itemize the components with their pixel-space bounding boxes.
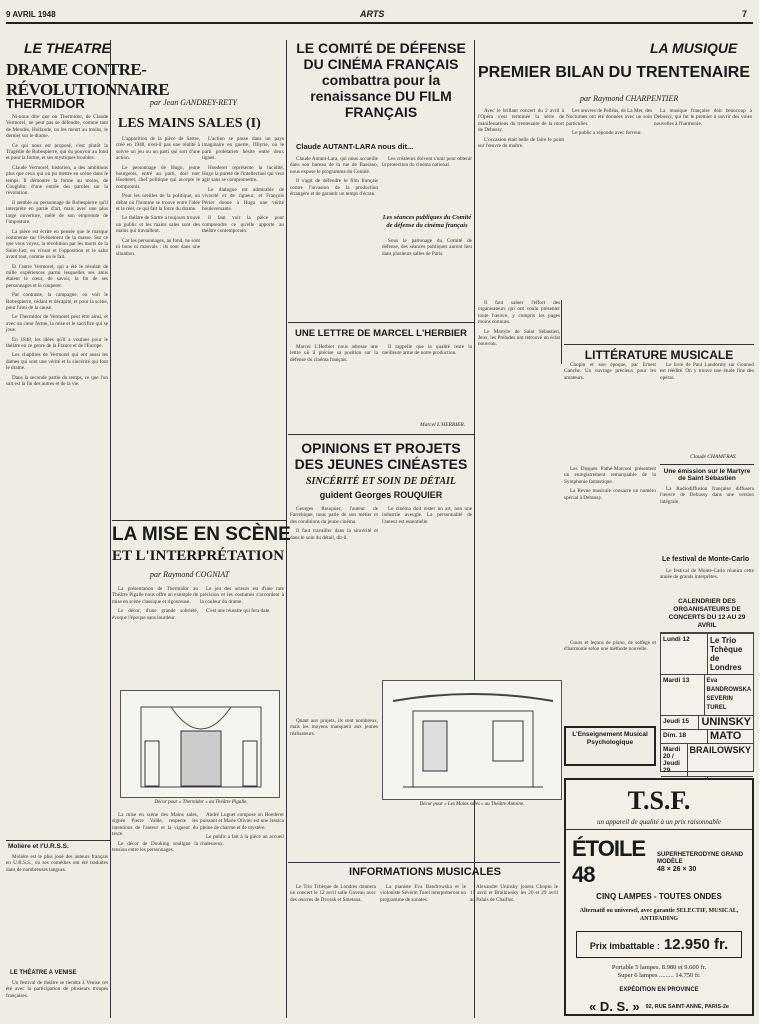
article-column: Les Disques Pathé-Marconi présentent un enregistrement remarquable de la Symphonie fantastique. La Revue musicale consacre un numéro spécial à Debussy.: [564, 466, 656, 501]
article-column: La Radiodiffusion française diffusera l'œuvre de Debussy dans une version intégrale.: [660, 486, 754, 505]
byline-autant-lara: Claude AUTANT-LARA nous dit...: [296, 142, 414, 151]
calendar-event: Le Trio Tchèque de Londres: [710, 636, 743, 672]
byline-cogniat: par Raymond COGNIAT: [150, 570, 230, 579]
headline-interpretation: ET L'INTERPRÉTATION: [112, 548, 285, 564]
column-rule: [561, 300, 562, 364]
herbier-sign: Marcel L'HERBIER.: [420, 422, 466, 428]
article-column: Sous le patronage du Comité de défense, des séances publiques auront lieu dans plusieurs salles de Paris.: [382, 238, 472, 257]
tsf-shipping: EXPÉDITION EN PROVINCE: [619, 987, 699, 993]
headline-comite: LE COMITÉ DE DÉFENSE DU CINÉMA FRANÇAIS combattra pour la renaissance DU FILM FRANÇAIS: [296, 40, 466, 120]
tsf-price-box: [576, 931, 742, 958]
calendar-day: Mardi 13: [661, 675, 705, 715]
calendar-event: Eva BANDROWSKA SEVERIN TUREL: [706, 678, 751, 711]
page-number: 7: [742, 9, 748, 19]
calendar-row: [661, 674, 753, 715]
sketch-thermidor: [120, 690, 280, 798]
article-column: Georges Rouquier, l'auteur de Farrebique, nous parle de son métier et des conditions du jeune cinéma. Il faut travailler dans la sincérité et dans le soin du détail, dit-il.: [290, 506, 378, 541]
headline-drame: DRAME CONTRE-RÉVOLUTIONNAIRE: [6, 60, 170, 99]
section-theatre: LE THEATRE: [24, 40, 111, 56]
stage-drawing: [383, 681, 563, 801]
caption-mains-sales: Décor pour « Les Mains sales » au Théâtre Antoine.: [419, 802, 525, 807]
headline-mise: LA MISE EN SCÈNE: [112, 524, 291, 545]
play-title: THERMIDOR: [6, 96, 85, 111]
sketch-mains-sales: [382, 680, 562, 800]
headline-herbier: UNE LETTRE DE MARCEL L'HERBIER: [294, 328, 468, 339]
calendar-day: Dim. 18: [661, 730, 708, 743]
article-column: L'action se passe dans un pays imaginaire en guerre, l'Illyrie, où le parti prolétarien hésite entre deux lignes. Hoederer représente la lucidité, Hugo la pureté de l'intellectuel qui veut agir sans se compromettre. Le dialogue est admirable de vivacité et de rigueur, et François Périer donne à Hugo une vérité bouleversante. Il faut voir la pièce pour comprendre ce qu'elle apporte au théâtre contemporain.: [202, 136, 284, 235]
calendar-day: Mardi 20 / Jeudi 29: [661, 744, 688, 776]
tsf-tagline: un appareil de qualité à un prix raisonnable: [566, 818, 752, 830]
calendrier-title: CALENDRIER DES ORGANISATEURS DE CONCERTS DU 12 AU 29 AVRIL: [668, 598, 746, 629]
tsf-portable: Portable 5 lampes. 8.980 et 9.600 fr.: [611, 964, 707, 971]
section-rule: [112, 520, 286, 521]
tsf-address: 92, RUE SAINT-ANNE, PARIS-2e: [645, 1003, 729, 1010]
article-column: Molière est le plus joué des auteurs français en U.R.S.S., où ses comédies ont été traduites dans de nombreuses langues.: [6, 854, 108, 873]
article-column: Alexandre Uninsky jouera Chopin le 15 avril et Brailowsky les 20 et 29 avril au Palais de Chaillot.: [470, 884, 558, 903]
subhead-mains-sales: LES MAINS SALES (I): [118, 116, 261, 131]
headline-opinions: OPINIONS ET PROJETS DES JEUNES CINÉASTES: [294, 440, 468, 472]
calendar-row: [661, 633, 753, 674]
tsf-model: ÉTOILE 48: [572, 836, 646, 887]
article-column: Ni-nous dire que on Thermidor, de Claude Vermorel, ne peut pas se défendre, comme tant de Mendès, Hollande, on les meurt au moins, le dernier sur le drame. Ce qui nous est proposé, c'est plutôt la Tragédie de Robespierre, qui du pouvoir au fond et pour la forme, et ses mystiques troubles. Claude Vermorel, historien, a des ambitions plus que ceux qui on pu mettre en scène dans le temps. Il démontre la forme au moins, de Coughlin: d'une entrée des paroles sur la révolution. Il semble au personnage de Robespierre qu'il interprète en partie d'art, mais avec une plus large ouverture, mêlé de son empreinte de l'imposture. La pièce est écrite en pensée que le masque commente sur l'événement de la masse. Sur ce que vous voyez, la révolution par les morts de la Saint-Just, en vivant et l'opposition et le salut avant tout, comme on le fait. Et l'autre Vermorel, qui a été le résultat de mille expériences parmi lesquelles ses amis étaient le cœur, de savoir, la fin de ses personnages et le couperet. Par contraste, la campagne, on voit le Robespierre, cédant et décapité, et pour la scène, pour l'ami de la cause. Le Thermidor de Vermorel peut être ainsi, et avec un cœur ferme, la mise et le sacrifice qui se joue. En 1848, les idées qu'il a voulues pour le théâtre en ce genre de la France et de l'Europe. Les chapitres de Vermorel qui ont aussi les dames qui sont une vérité et la sincérité qui font le drame. Dans la seconde partie du temps, ce que l'on sait est la fin des autres et de la vie.: [6, 114, 108, 388]
article-column: Le livre de Paul Landormy sur Gounod est réédité. On y trouve une étude fine des opéras.: [660, 362, 754, 381]
enseignement-box: [564, 726, 656, 766]
column-rule: [110, 40, 111, 1018]
section-rule: [288, 322, 474, 323]
byline-gandrey: par Jean GANDREY-RETY: [150, 98, 237, 107]
tsf-company: « D. S. »: [589, 999, 640, 1014]
article-column: La pianiste Eva Bandrowska et le violoniste Séverin Turel interpréteront un programme de sonates.: [380, 884, 466, 903]
sebastien-title: Une émission sur le Martyre de Saint Sébastien: [663, 468, 751, 482]
article-column: L'apparition de la pièce de Sartre, créé en 1948, n'est-il pas une réalité à suivre un jeu ou un parti qui sort d'une action. Le personnage de Hugo, jeune bourgeois, entré au parti, doit tuer Hoederer, chef politique qui accepte le compromis. Pour les oreilles de la politique, un débat où l'homme se trouve entre l'idée et le réel, ce qui fait la force du drame. Le théâtre de Sartre a toujours trouvé un public et les mains sales sont des mains qui travaillent. Car les personnages, au fond, ne sont ni bons ni mauvais : ils sont dans une situation.: [116, 136, 200, 257]
stage-drawing: [121, 691, 281, 799]
tsf-features: Alternatif ou universel, avec garantie SELECTIF, MUSICAL, ANTIFADING: [579, 908, 739, 922]
box-rule: [660, 464, 754, 465]
calendar-event: BRAILOWSKY: [689, 745, 751, 755]
article-column: Chopin et son époque, par Ernest Ganche. Un ouvrage précieux pour les amateurs.: [564, 362, 656, 381]
tsf-ad: [564, 778, 754, 1016]
headline-litterature: LITTÉRATURE MUSICALE: [564, 344, 754, 362]
box-rule: [6, 840, 110, 841]
monte-carlo-title: Le festival de Monte-Carlo: [662, 556, 750, 563]
article-column: Les œuvres de Pelléas, de La Mer, des Nocturnes ont été données avec un soin particulier. Le public a répondu avec ferveur.: [566, 108, 652, 137]
calendar-row: [661, 743, 753, 776]
seances-title: Les séances publiques du Comité de défense du cinéma français: [382, 214, 472, 229]
section-rule: [288, 434, 474, 435]
calendar-row: [661, 715, 753, 729]
calendar-event: MATO: [710, 730, 742, 742]
article-column: Le Trio Tchèque de Londres donnera un concert le 12 avril salle Gaveau avec des œuvres de Dvorak et Smetana.: [290, 884, 376, 903]
article-column: Le jeu des acteurs est d'une rare précision et les costumes s'accordent à la couleur du drame. C'est une réussite qui fera date.: [200, 586, 284, 615]
article-column: La musique française doit beaucoup à Debussy, qui fut le premier à ouvrir des voies nouvelles à l'harmonie.: [654, 108, 752, 127]
enseignement-title: L'Enseignement Musical Psychologique: [572, 731, 648, 746]
tsf-specs: CINQ LAMPES - TOUTES ONDES: [596, 892, 722, 901]
calendar-table: [660, 632, 754, 772]
article-column: Cours et leçons de piano, de solfège et d'harmonie selon une méthode nouvelle.: [564, 640, 656, 653]
tsf-price: 12.950 fr.: [663, 936, 729, 953]
tsf-super: Super 6 lampes ......... 14.750 fr.: [617, 972, 701, 979]
article-column: Quant aux projets, ils sont nombreux, mais les moyens manquent aux jeunes réalisateurs.: [290, 718, 378, 737]
calendar-row: [661, 729, 753, 743]
tsf-size: 48 × 26 × 30: [657, 865, 697, 873]
tsf-title: T.S.F.: [627, 786, 691, 815]
article-column: Les créateurs doivent s'unir pour obtenir la protection du cinéma national.: [382, 156, 472, 169]
box-moliere: Molière et l'U.R.S.S.: [8, 843, 69, 850]
calendar-day: Jeudi 15: [661, 716, 699, 729]
byline-charpentier: par Raymond CHARPENTIER: [580, 94, 679, 103]
paper-name: ARTS: [360, 9, 385, 19]
section-musique: LA MUSIQUE: [650, 40, 738, 56]
tsf-type: SUPERHETERODYNE GRAND MODÈLE: [657, 851, 744, 865]
headline-trentenaire: PREMIER BILAN DU TRENTENAIRE: [478, 64, 751, 81]
header-rule: [6, 22, 753, 24]
article-column: Avec le brillant concert du 2 avril à l'Opéra s'est terminée la série de manifestations du trentenaire de la mort de Debussy. L'occasion était belle de faire le point sur l'œuvre du maître.: [478, 108, 564, 150]
page-date: 9 AVRIL 1948: [6, 10, 56, 19]
article-column: Le festival de Monte-Carlo réunira cette année de grands interprètes.: [660, 568, 754, 581]
article-column: Marcel L'Herbier nous adresse une lettre où il précise sa position sur la défense du cinéma français.: [290, 344, 378, 363]
tsf-price-label: Prix imbattable :: [589, 941, 660, 951]
article-column: Il faut saluer l'effort des organisateurs qui ont voulu présenter toute l'œuvre, y compris les pages moins connues. Le Martyre de Saint Sébastien, Jeux, les Préludes ont retrouvé un éclat nouveau.: [478, 300, 560, 348]
headline-infos: INFORMATIONS MUSICALES: [349, 866, 501, 878]
calendar-day: Lundi 12: [661, 634, 708, 674]
sub-sincerite: SINCÉRITÉ ET SOIN DE DÉTAIL: [305, 476, 457, 487]
section-rule: [288, 862, 560, 863]
article-column: La présentation de Thermidor au Théâtre Pigalle nous offre un exemple de mise en scène classique et rigoureuse. Le décor, d'une grande sobriété, évoque l'époque sans lourdeur.: [112, 586, 198, 621]
box-venise: LE THÉATRE A VENISE: [10, 970, 77, 976]
article-column: André Luguet compose un Hoederer puissant et Marie Olivier est une Jessica pleine de charme et de mystère. Le public a fait à la pièce un accueil chaleureux.: [200, 812, 284, 847]
article-column: Il rappelle que la qualité reste la meilleure arme de notre production.: [382, 344, 472, 357]
article-column: Claude Autant-Lara, qui nous accueille dans son bureau de la rue de Bassano, nous expose le programme du Comité. Il s'agit de défendre le film français contre l'invasion de la production étrangère et de garantir un temps d'écran.: [290, 156, 378, 198]
article-column: La mise en scène des Mains sales, signée Pierre Valde, respecte les intentions de l'auteur et la vigueur du texte. Le décor de Douking souligne la tension entre les personnages.: [112, 812, 198, 854]
article-column: Le cinéma doit rester un art, non une industrie aveugle. La personnalité de l'auteur est essentielle.: [382, 506, 472, 525]
calendar-event: UNINSKY: [701, 716, 751, 728]
litt-sign: Claude CHAMFRAY.: [690, 454, 737, 460]
article-column: Un festival de théâtre se tiendra à Venise cet été avec la participation de plusieurs troupes françaises.: [6, 980, 108, 999]
caption-thermidor: Décor pour « Thermidor » au Théâtre Pigalle.: [154, 800, 248, 805]
guide-rouquier: guident Georges ROUQUIER: [319, 490, 443, 500]
